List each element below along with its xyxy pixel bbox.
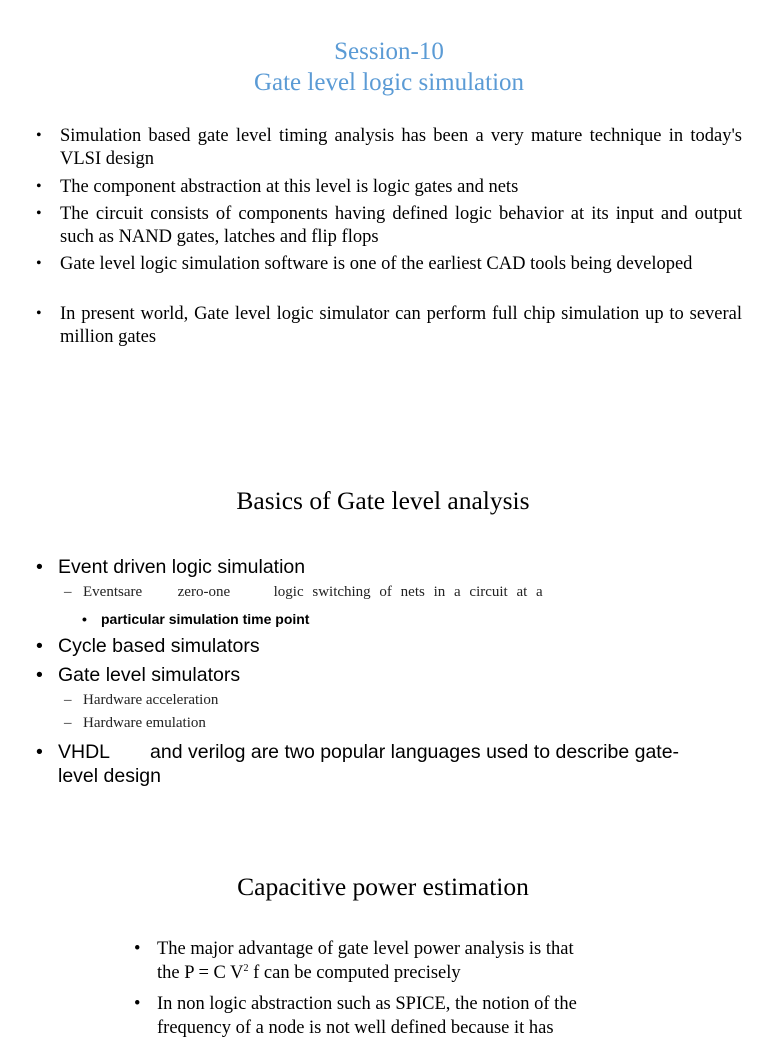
bullet-icon: •: [36, 664, 43, 686]
slide2-bullet-text: Gate level simulators: [58, 664, 241, 686]
slide2-subbullet: [64, 582, 604, 602]
slide2-subbullet: [64, 690, 218, 710]
slide2-bullet: [36, 555, 305, 579]
slide2-bullet: [36, 634, 260, 658]
bullet-icon: •: [36, 741, 43, 763]
slide2-subbullet-word: Eventsare: [83, 584, 143, 600]
slide2-subbullet-text: Hardware emulation: [83, 715, 206, 731]
slide3-bullet-text: In non logic abstraction such as SPICE, the notion of the: [157, 994, 577, 1014]
slide2-subbullet-word: zero-one: [177, 584, 231, 600]
slide1-bullet: [36, 303, 742, 348]
bullet-icon: •: [36, 635, 43, 657]
slide1-bullet-text: The component abstraction at this level is logic gates and nets: [60, 177, 519, 197]
slide2-bullet: [36, 740, 736, 788]
slide1-bullet: [36, 176, 742, 199]
slide3-bullet-text-line2: frequency of a node is not well defined because it has: [157, 1018, 554, 1038]
bullet-icon: •: [36, 305, 42, 322]
dash-icon: –: [64, 715, 72, 731]
slide1-bullet: [36, 125, 742, 170]
slide2-bullet-text: and verilog are two popular languages used to describe gate-: [150, 741, 680, 763]
bullet-icon: •: [82, 611, 87, 627]
bullet-icon: •: [36, 556, 43, 578]
slide1-title-line1: Session-10: [334, 38, 444, 65]
slide3-formula-sup: 2: [243, 963, 249, 974]
slide1-bullet-text: In present world, Gate level logic simulator can perform full chip simulation up to several million gates: [60, 304, 742, 347]
slide2-bullet-text-line2: level design: [58, 765, 161, 787]
bullet-icon: •: [36, 255, 42, 272]
slide3-title: Capacitive power estimation: [237, 872, 529, 901]
slide3-bullet-text: The major advantage of gate level power analysis is that: [157, 939, 574, 959]
slide2-bullet-text: Event driven logic simulation: [58, 556, 306, 578]
slide3-formula-pre: the P = C V: [157, 963, 244, 983]
slide2-subbullet: [64, 713, 206, 733]
bullet-icon: •: [134, 994, 141, 1014]
slide2-bullet-text: Cycle based simulators: [58, 635, 260, 657]
bullet-icon: •: [36, 178, 42, 195]
slide2-title: Basics of Gate level analysis: [236, 486, 530, 515]
dash-icon: –: [64, 584, 72, 600]
slide2-bullet-word: VHDL: [58, 741, 111, 763]
dash-icon: –: [64, 692, 72, 708]
slide1-bullet-text: Simulation based gate level timing analysis has been a very mature technique in today's VLSI design: [60, 126, 742, 169]
slide1-bullet-text: The circuit consists of components having defined logic behavior at its input and output such as NAND gates, latches and flip flops: [60, 204, 742, 247]
slide2-bullet: [36, 663, 240, 687]
slide1-bullet: [36, 203, 742, 248]
bullet-icon: •: [36, 127, 42, 144]
slide2-subbullet-word: logic switching of nets in a circuit at a: [273, 584, 543, 600]
slide1-title: [0, 36, 768, 98]
slide1-bullet-text: Gate level logic simulation software is one of the earliest CAD tools being developed: [60, 254, 693, 274]
slide2-subsubbullet: [82, 610, 309, 628]
bullet-icon: •: [36, 205, 42, 222]
slide3-bullet: [134, 937, 654, 985]
slide2-subbullet-text: Hardware acceleration: [83, 692, 219, 708]
slide2-subsubbullet-text: particular simulation time point: [101, 611, 310, 627]
bullet-icon: •: [134, 939, 141, 959]
slide1-title-line2: Gate level logic simulation: [253, 69, 525, 96]
slide3-formula-post: f can be computed precisely: [248, 963, 461, 983]
slide1-bullet: [36, 253, 742, 276]
slide3-bullet: [134, 992, 654, 1040]
